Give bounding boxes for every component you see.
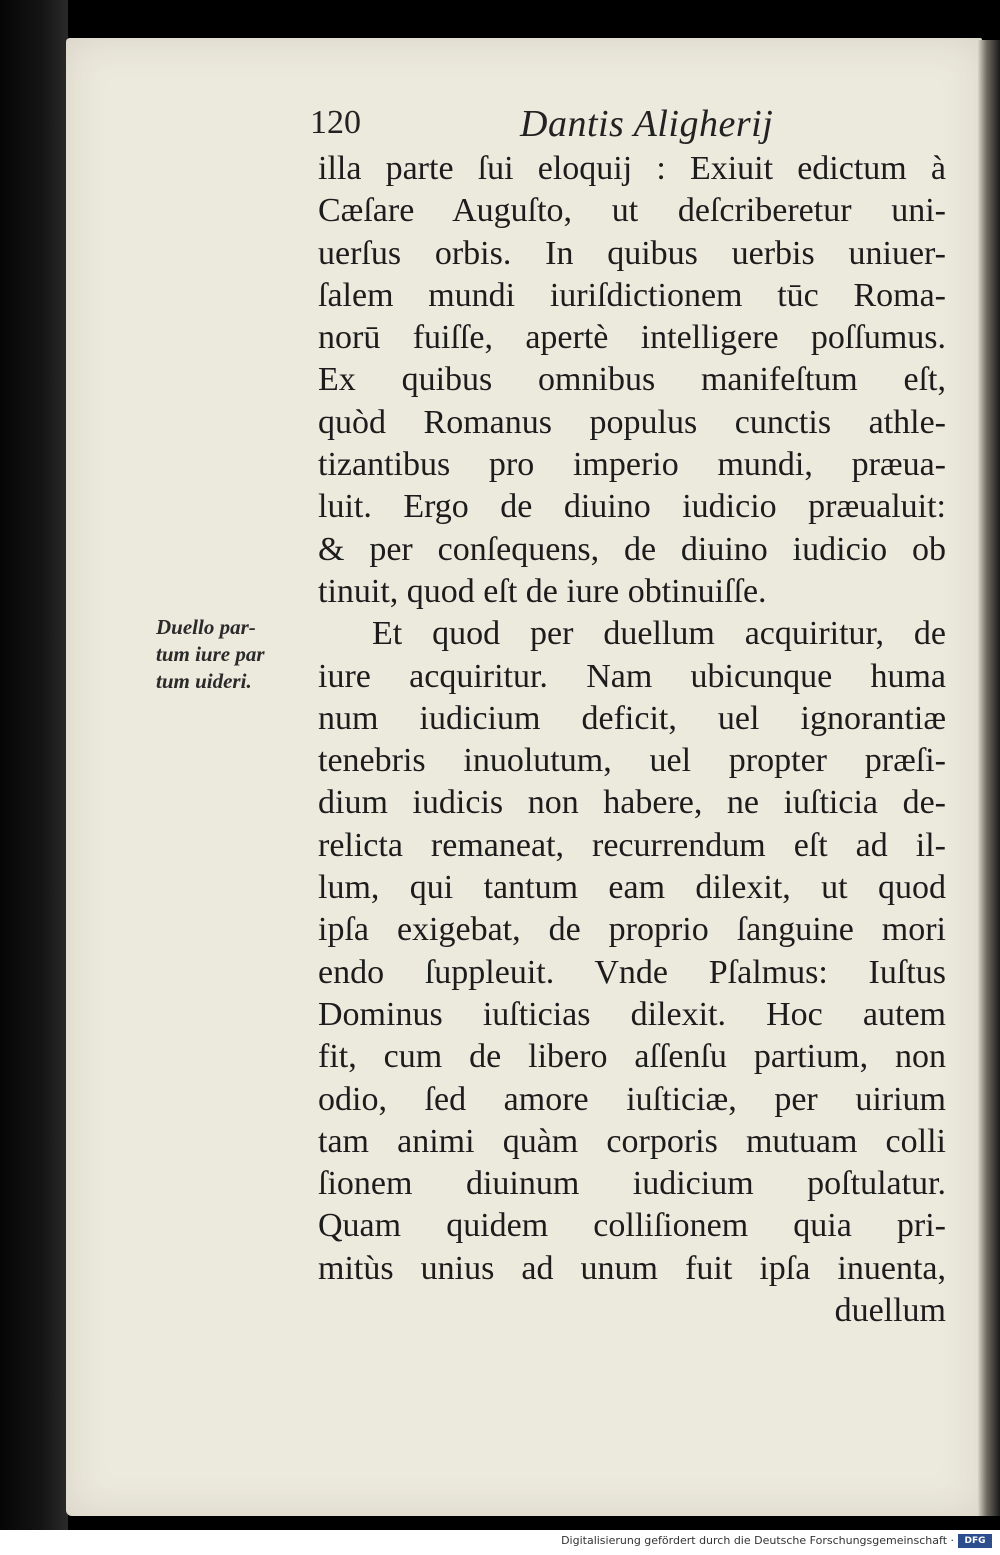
- text-line: tizantibus pro imperio mundi, præua-: [318, 446, 946, 484]
- text-line: illa parte ſui eloquij : Exiuit edictum à: [318, 150, 946, 187]
- text-line: fit, cum de libero aſſenſu partium, non: [318, 1038, 946, 1076]
- page-number: 120: [310, 104, 361, 141]
- text-line: Cæſare Auguſto, ut deſcriberetur uni-: [318, 192, 946, 230]
- text-line: Ex quibus omnibus manifeſtum eſt,: [318, 361, 946, 399]
- marginal-note-line: Duello par-: [156, 615, 256, 639]
- text-line: luit. Ergo de diuino iudicio præualuit:: [318, 488, 946, 526]
- text-line: Quam quidem colliſionem quia pri-: [318, 1207, 946, 1245]
- text-line: & per conſequens, de diuino iudicio ob: [318, 530, 946, 568]
- marginal-note-line: tum uideri.: [156, 669, 252, 693]
- page-edge: [978, 40, 1000, 1516]
- marginal-note: [156, 614, 316, 695]
- text-line: tenebris inuolutum, uel propter præſi-: [318, 742, 946, 780]
- page-header: [310, 102, 950, 152]
- text-line: ipſa exigebat, de proprio ſanguine mori: [318, 911, 946, 949]
- text-line: norū fuiſſe, apertè intelligere poſſumus.: [318, 319, 946, 357]
- text-line: iure acquiritur. Nam ubicunque huma: [318, 657, 946, 695]
- text-line: relicta remaneat, recurrendum eſt ad il-: [318, 826, 946, 864]
- text-line: Et quod per duellum acquiritur, de: [372, 615, 946, 653]
- funding-credit: Digitalisierung gefördert durch die Deutsche Forschungsgemeinschaft ·: [561, 1534, 954, 1547]
- marginal-note-line: tum iure par: [156, 642, 265, 666]
- text-line: tinuit, quod eſt de iure obtinuiſſe.: [318, 572, 767, 610]
- text-line: mitùs unius ad unum fuit ipſa inuenta,: [318, 1249, 946, 1287]
- text-line: dium iudicis non habere, ne iuſticia de-: [318, 784, 946, 822]
- text-line: uerſus orbis. In quibus uerbis uniuer-: [318, 234, 946, 272]
- footer-band: [0, 1530, 1000, 1555]
- text-line: tam animi quàm corporis mutuam colli: [318, 1122, 946, 1160]
- text-line: num iudicium deficit, uel ignorantiæ: [318, 699, 946, 737]
- text-line: lum, qui tantum eam dilexit, ut quod: [318, 869, 946, 907]
- text-line: Dominus iuſticias dilexit. Hoc autem: [318, 995, 946, 1033]
- dfg-logo: DFG: [958, 1534, 992, 1548]
- catchword: duellum: [834, 1292, 946, 1330]
- book-binding-left: [0, 0, 68, 1530]
- text-line: quòd Romanus populus cunctis athle-: [318, 403, 946, 441]
- text-line: ſionem diuinum iudicium poſtulatur.: [318, 1165, 946, 1203]
- text-line: endo ſuppleuit. Vnde Pſalmus: Iuſtus: [318, 953, 946, 991]
- text-line: ſalem mundi iuriſdictionem tūc Roma-: [318, 276, 946, 314]
- body-text: [318, 148, 946, 1332]
- running-title: Dantis Aligherij: [520, 103, 774, 145]
- text-line: odio, ſed amore iuſticiæ, per uirium: [318, 1080, 946, 1118]
